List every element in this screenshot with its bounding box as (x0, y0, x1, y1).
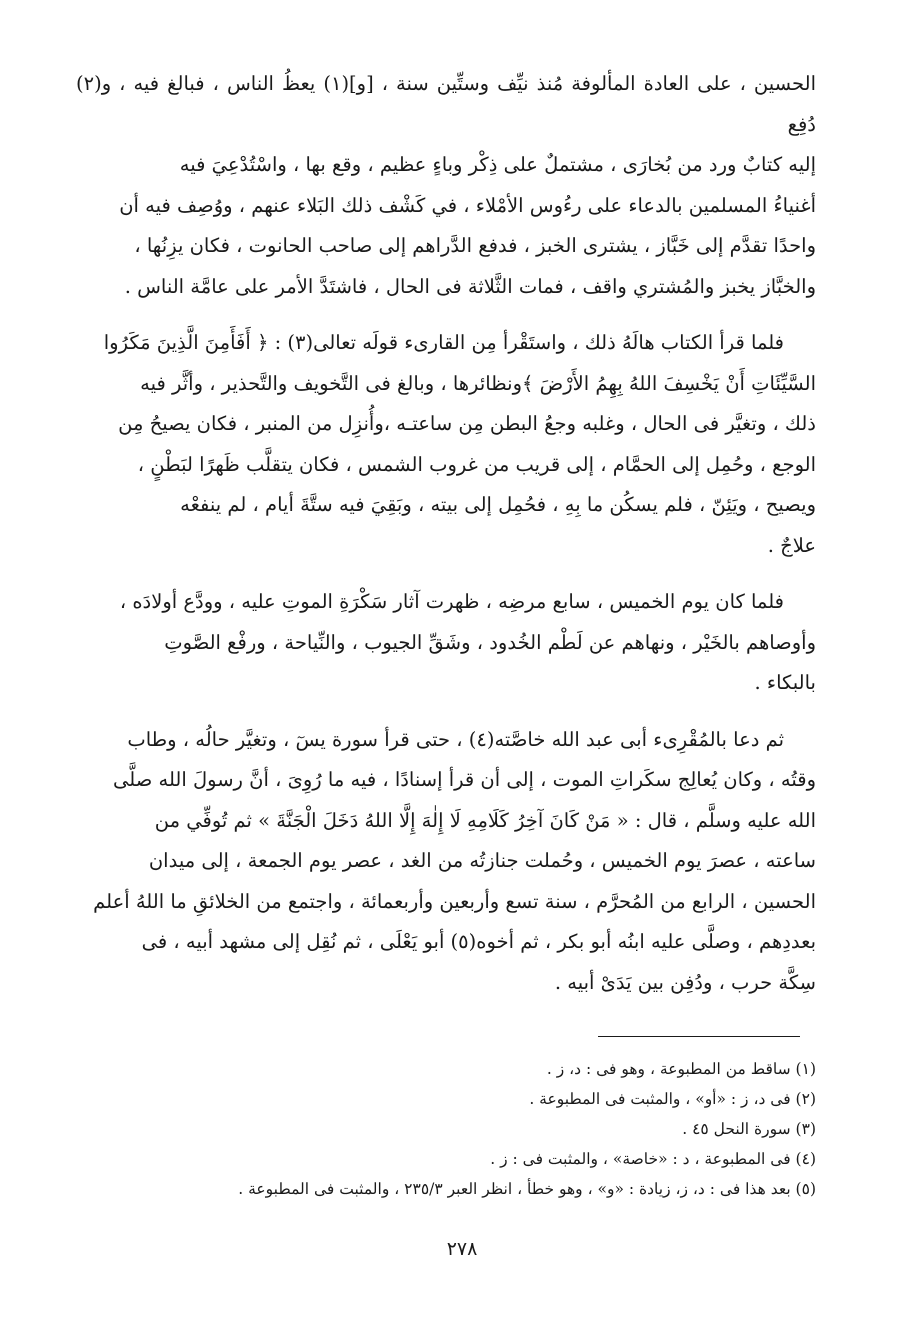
text-line: ويصيح ، ويَئِنّ ، فلم يسكُن ما بِهِ ، فحُمِل إلى بيته ، وبَقِيَ فيه ستَّةَ أيام ، لم ينفعْه (180, 493, 816, 516)
text-line: أغنياءُ المسلمين بالدعاء على رءُوس الأمْلاء ، في كَشْف ذلك البَلاء عنهم ، ووُصِف فيه أن (119, 193, 816, 217)
footnote-2: (٢) فى د، ز : «أو» ، والمثبت فى المطبوعة . (529, 1090, 816, 1108)
paragraph-1 (76, 64, 816, 307)
text-line: ثم دعا بالمُقْرِىء أبى عبد الله خاصَّته(٤) ، حتى قرأ سورة يسٓ ، وتغيَّر حالُه ، وطاب (127, 727, 784, 751)
text-line: فلما قرأ الكتاب هالَهُ ذلك ، واستَقْرأ مِن القارىء قولَه تعالى(٣) : ﴿ أَفَأَمِنَ الَّذِينَ مَكَرُوا (103, 331, 784, 354)
text-line: الحسين ، الرابع من المُحرَّم ، سنة تسع وأربعين وأربعمائة ، واجتمع من الخلائقِ ما اللهُ أعلم (93, 889, 816, 913)
footnote-5: (٥) بعد هذا فى : د، ز، زيادة : «و» ، وهو خطأ ، انظر العبر ٢٣٥/٣ ، والمثبت فى المطبوعة . (238, 1180, 816, 1198)
text-line: سِكَّة حرب ، ودُفِن بين يَدَىْ أبيه . (554, 970, 816, 994)
main-text (76, 64, 816, 1019)
paragraph-3 (76, 582, 816, 704)
text-line: واحدًا تقدَّم إلى خَبَّاز ، يشترى الخبز ، فدفع الدَّراهم إلى صاحب الحانوت ، فكان يزِنُها ، (134, 234, 816, 257)
text-line: ساعته ، عصرَ يوم الخميس ، وحُملت جنازتُه من الغد ، عصر يوم الجمعة ، إلى ميدان (148, 849, 816, 872)
text-line: والخبَّاز يخبز والمُشتري واقف ، فمات الثَّلاثة فى الحال ، فاشتَدَّ الأمر على عامَّة الناس . (124, 274, 816, 298)
paragraph-2 (76, 323, 816, 566)
footnote-divider (598, 1036, 800, 1037)
text-line: السَّيِّئَاتِ أَنْ يَخْسِفَ اللهُ بِهِمُ الأَرْضَ ﴾ونظائرها ، وبالغ فى التَّخويف والتَّحذير ، وأثَّر فيه (140, 371, 816, 395)
text-line: وأوصاهم بالخَيْر ، ونهاهم عن لَطْم الخُدود ، وشَقِّ الجيوب ، والنِّياحة ، ورفْع الصَّوتِ (164, 630, 816, 654)
paragraph-4 (76, 720, 816, 1004)
text-line: علاجٌ . (767, 533, 816, 557)
text-line: إليه كتابٌ ورد من بُخارَى ، مشتملٌ على ذِكْر وباءٍ عظيم ، وقع بها ، واسْتُدْعِيَ فيه (179, 153, 816, 176)
footnotes (76, 1054, 816, 1204)
footnote-4: (٤) فى المطبوعة ، د : «خاصة» ، والمثبت فى : ز . (490, 1150, 816, 1168)
text-line: الحسين ، على العادة المألوفة مُنذ نيِّف وستِّين سنة ، [و](١) يعظُ الناس ، فبالغ فيه ، و(٢) دُفِع (76, 72, 816, 136)
text-line: بالبكاء . (754, 671, 816, 694)
text-line: وقتُه ، وكان يُعالِج سكَراتِ الموت ، إلى أن قرأ إسنادًا ، فيه ما رُوِىَ ، أنَّ رسولَ الله صلَّى (113, 768, 816, 791)
footnote-1: (١) ساقط من المطبوعة ، وهو فى : د، ز . (546, 1060, 816, 1078)
text-line: فلما كان يوم الخميس ، سابع مرضِه ، ظهرت آثار سَكْرَةِ الموتِ عليه ، وودَّع أولادَه ، (119, 590, 784, 613)
text-line: الوجع ، وحُمِل إلى الحمَّام ، إلى قريب من غروب الشمس ، فكان يتقلَّب ظَهرًا لبَطْنٍ ، (137, 452, 816, 476)
footnote-3: (٣) سورة النحل ٤٥ . (682, 1120, 816, 1138)
page-number: ٢٧٨ (446, 1238, 478, 1260)
text-line: ذلك ، وتغيَّر فى الحال ، وغلبه وجعُ البطن مِن ساعتـه ،وأُنزِل من المنبر ، فكان يصيحُ مِن (118, 412, 816, 435)
text-line: الله عليه وسلَّم ، قال : « مَنْ كَانَ آخِرُ كَلَامِهِ لَا إِلٰهَ إِلَّا اللهُ دَخَلَ الْجَنَّةَ » ثم تُوفِّي من (154, 808, 816, 832)
text-line: بعددِهم ، وصلَّى عليه ابنُه أبو بكر ، ثم أخوه(٥) أبو يَعْلَى ، ثم نُقِل إلى مشهد أبيه ، فى (141, 930, 816, 953)
